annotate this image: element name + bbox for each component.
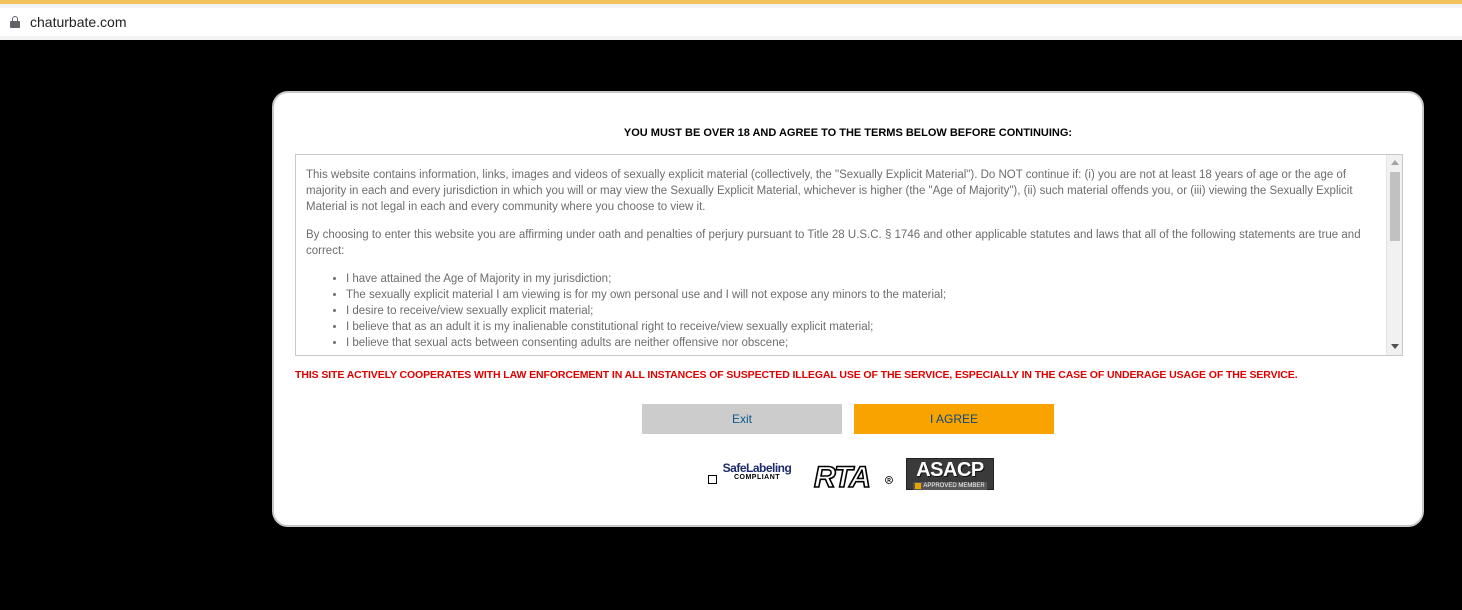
svg-text:R: R [887, 478, 891, 484]
rta-logo[interactable] [812, 460, 894, 492]
url-field[interactable] [0, 8, 1462, 36]
law-enforcement-warning: THIS SITE ACTIVELY COOPERATES WITH LAW ENFORCEMENT IN ALL INSTANCES OF SUSPECTED ILLEGAL USE OF THE SERVICE, ESPECIALLY IN THE CASE OF UNDERAGE USAGE OF THE SERVICE. [295, 369, 1298, 381]
list-item: • I believe that as an adult it is my inalienable constitutional right to receive/view sexually explicit material; [346, 319, 1378, 335]
modal-title: YOU MUST BE OVER 18 AND AGREE TO THE TERMS BELOW BEFORE CONTINUING: [623, 127, 1073, 139]
age-verification-modal [272, 91, 1424, 527]
list-item: • I believe that sexual acts between consenting adults are neither offensive nor obscene; [346, 335, 1378, 351]
lock-icon[interactable] [10, 16, 20, 28]
terms-scrollbar[interactable] [1386, 155, 1402, 355]
asacp-title: ASACP [916, 459, 984, 481]
rta-text: RTA [814, 461, 870, 492]
safelabeling-sub: COMPLIANT [733, 474, 781, 481]
list-item: • I have attained the Age of Majority in my jurisdiction; [346, 271, 1378, 287]
exit-button[interactable]: Exit [642, 404, 842, 434]
safelabeling-logo[interactable] [722, 461, 792, 481]
safelabeling-title: SafeLabeling [722, 461, 792, 475]
list-item: • I desire to receive/view sexually explicit material; [346, 303, 1378, 319]
scroll-down-arrow-icon[interactable] [1391, 344, 1399, 349]
approved-check-icon [915, 483, 921, 489]
url-text[interactable]: chaturbate.com [30, 14, 127, 30]
browser-url-bar [0, 4, 1462, 40]
agree-button[interactable]: I AGREE [854, 404, 1054, 434]
statements-list [346, 271, 1378, 351]
terms-content [306, 167, 1378, 351]
terms-paragraph-2: By choosing to enter this website you are affirming under oath and penalties of perjury pursuant to Title 28 U.S.C. § 1746 and other applicable statutes and laws that all of the following statements are true and correct: [306, 229, 1361, 257]
asacp-logo[interactable] [906, 458, 994, 490]
safelabeling-checkbox[interactable] [708, 475, 717, 484]
page-background [0, 40, 1462, 610]
terms-paragraph-1: This website contains information, links, images and videos of sexually explicit material (collectively, the "Sexually Explicit Material"). Do NOT continue if: (i) you are not at least 18 years of age or the age of majority in each and every jurisdiction in which you will or may view the Sexually Explicit Material, whichever is higher (the "Age of Majority"), (ii) such material offends you, or (iii) viewing the Sexually Explicit Material is not legal in each and every community where you choose to view it. [306, 169, 1353, 213]
list-item: • The sexually explicit material I am viewing is for my own personal use and I will not expose any minors to the material; [346, 287, 1378, 303]
scroll-thumb[interactable] [1390, 172, 1400, 241]
compliance-badges [708, 458, 1008, 494]
asacp-sub: APPROVED MEMBER [923, 483, 985, 489]
scroll-up-arrow-icon[interactable] [1391, 160, 1399, 165]
terms-scroll-box[interactable] [295, 154, 1403, 356]
